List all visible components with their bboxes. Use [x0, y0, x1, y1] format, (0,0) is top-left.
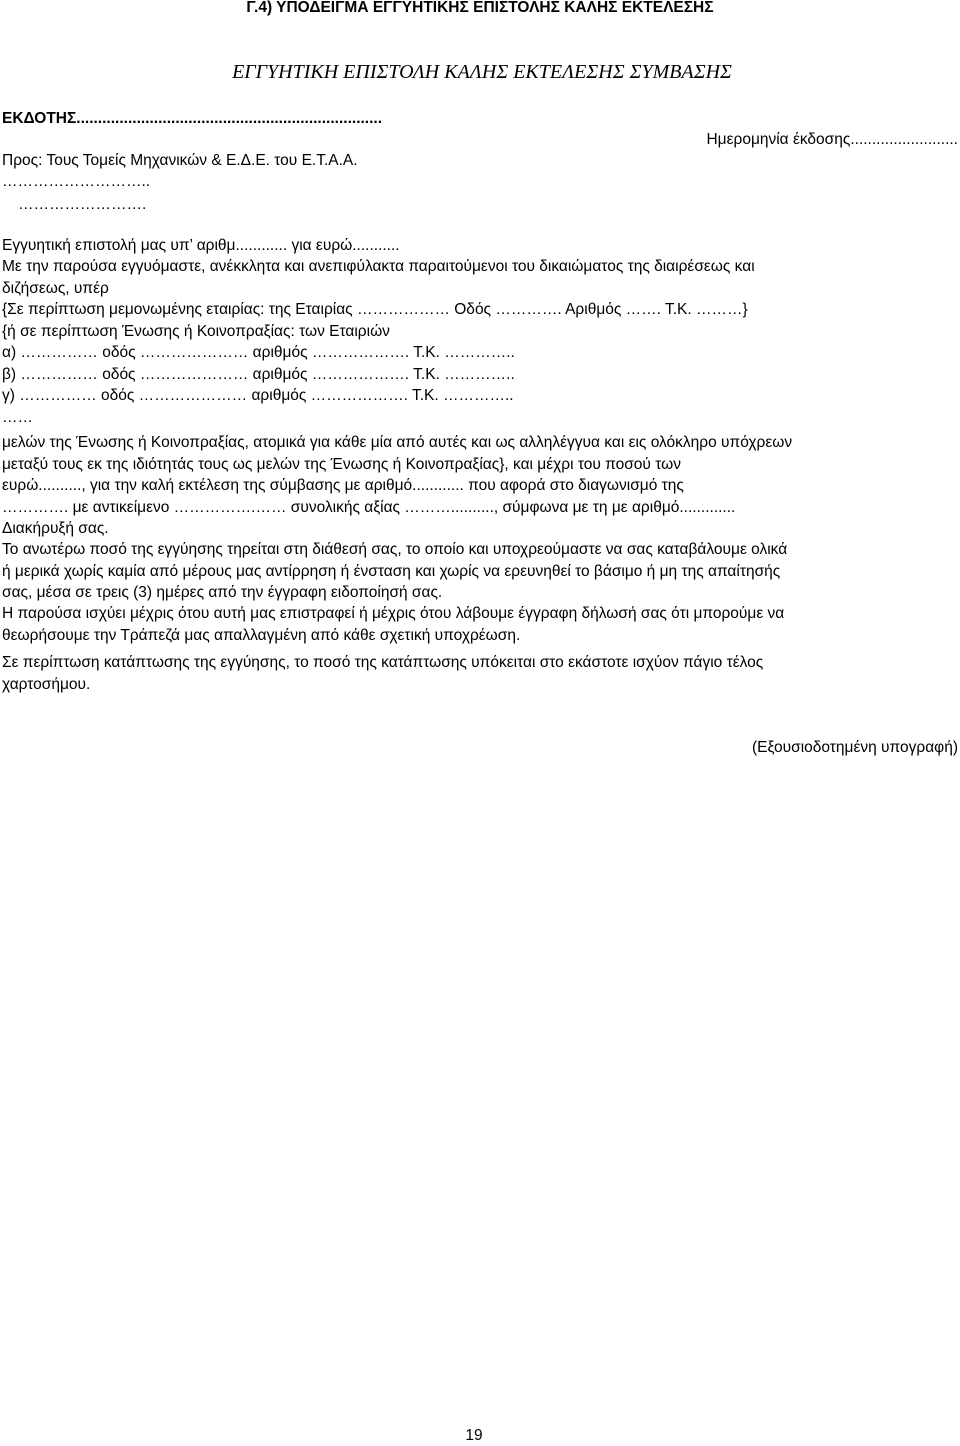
- body-line: {Σε περίπτωση μεμονωμένης εταιρίας: της Εταιρίας ……………… Οδός …………. Αριθμός ……. Τ.Κ. ………}: [2, 301, 748, 318]
- recipient-line: Προς: Τους Τομείς Μηχανικών & Ε.Δ.Ε. του Ε.Τ.Α.Α.: [2, 152, 358, 169]
- letter-title-text: ΕΓΓΥΗΤΙΚΗ ΕΠΙΣΤΟΛΗ ΚΑΛΗΣ ΕΚΤΕΛΕΣΗΣ ΣΥΜΒΑΣΗΣ: [232, 61, 732, 83]
- members-line: μελών της Ένωσης ή Κοινοπραξίας, ατομικά για κάθε μία από αυτές και ως αλληλέγγυα και εις ολόκληρο υπόχρεων: [2, 434, 793, 451]
- guarantee-line: Το ανωτέρω ποσό της εγγύησης τηρείται στη διάθεσή σας, το οποίο και υποχρεούμαστε να σας καταβάλουμε ολικά: [2, 541, 788, 558]
- letter-title: [0, 60, 960, 84]
- issue-date: Ημερομηνία έκδοσης.........................: [706, 131, 958, 148]
- page-number-text: 19: [465, 1427, 483, 1444]
- validity-line: Η παρούσα ισχύει μέχρις ότου αυτή μας επιστραφεί ή μέχρις ότου λάβουμε έγγραφη δήλωσή σας ότι μπορούμε να: [2, 605, 785, 622]
- members-paragraph: [2, 432, 958, 540]
- guarantee-line: σας, μέσα σε τρεις (3) ημέρες από την έγγραφη ειδοποίησή σας.: [2, 584, 443, 601]
- members-line: ευρώ.........., για την καλή εκτέλεση της σύμβασης με αριθμό............ που αφορά στο διαγωνισμό της: [2, 477, 684, 494]
- document-heading: Γ.4) ΥΠΟΔΕΙΓΜΑ ΕΓΓΥΗΤΙΚΗΣ ΕΠΙΣΤΟΛΗΣ ΚΑΛΗΣ ΕΚΤΕΛΕΣΗΣ: [246, 0, 714, 16]
- guarantee-body: [2, 256, 958, 428]
- guarantee-line: ή μερικά χωρίς καμία από μέρους μας αντίρρηση ή ένσταση και χωρίς να ερευνηθεί το βάσιμο ή μη της απαίτησής: [2, 562, 781, 580]
- forfeit-line: Σε περίπτωση κατάπτωσης της εγγύησης, το ποσό της κατάπτωσης υπόκειται στο εκάστοτε ισχύον πάγιο τέλος: [2, 654, 764, 671]
- members-line: Διακήρυξή σας.: [2, 520, 109, 537]
- body-line: ……: [2, 408, 33, 426]
- recipient-blank-2: …………………….: [18, 196, 147, 213]
- body-line: {ή σε περίπτωση Ένωσης ή Κοινοπραξίας: των Εταιριών: [2, 322, 390, 340]
- body-line: διζήσεως, υπέρ: [2, 279, 109, 297]
- member-b-line: β) …………… οδός ………………… αριθμός ………………. Τ.Κ. …………..: [2, 365, 515, 383]
- forfeit-paragraph: [2, 652, 958, 695]
- members-line: μεταξύ τους εκ της ιδιότητάς τους ως μελών της Ένωσης ή Κοινοπραξίας}, και μέχρι του ποσού των: [2, 455, 681, 473]
- member-c-line: γ) …………… οδός ………………… αριθμός ………………. Τ.Κ. …………..: [2, 387, 514, 404]
- members-line: …………. με αντικείμενο …………….…… συνολικής αξίας ……….........., σύμφωνα με τη με αριθμό.............: [2, 498, 736, 516]
- validity-line: θεωρήσουμε την Τράπεζά μας απαλλαγμένη από κάθε σχετική υποχρέωση.: [2, 626, 521, 644]
- member-a-line: α) …………… οδός ………………… αριθμός ………………. Τ.Κ. …………..: [2, 344, 515, 361]
- forfeit-line: χαρτοσήμου.: [2, 675, 91, 693]
- body-line: Με την παρούσα εγγυόμαστε, ανέκκλητα και ανεπιφύλακτα παραιτούμενοι του δικαιώματος της διαιρέσεως και: [2, 258, 755, 275]
- page-number: [0, 1426, 960, 1446]
- guarantee-availability-paragraph: [2, 539, 958, 604]
- reference-line: Εγγυητική επιστολή μας υπ’ αριθμ............ για ευρώ...........: [2, 237, 400, 254]
- authorized-signature: (Εξουσιοδοτημένη υπογραφή): [752, 739, 958, 756]
- issuer-line: ΕΚΔΟΤΗΣ.......................................................................: [2, 110, 383, 127]
- recipient-blank-1: ………………………..: [2, 173, 151, 190]
- validity-paragraph: [2, 603, 958, 646]
